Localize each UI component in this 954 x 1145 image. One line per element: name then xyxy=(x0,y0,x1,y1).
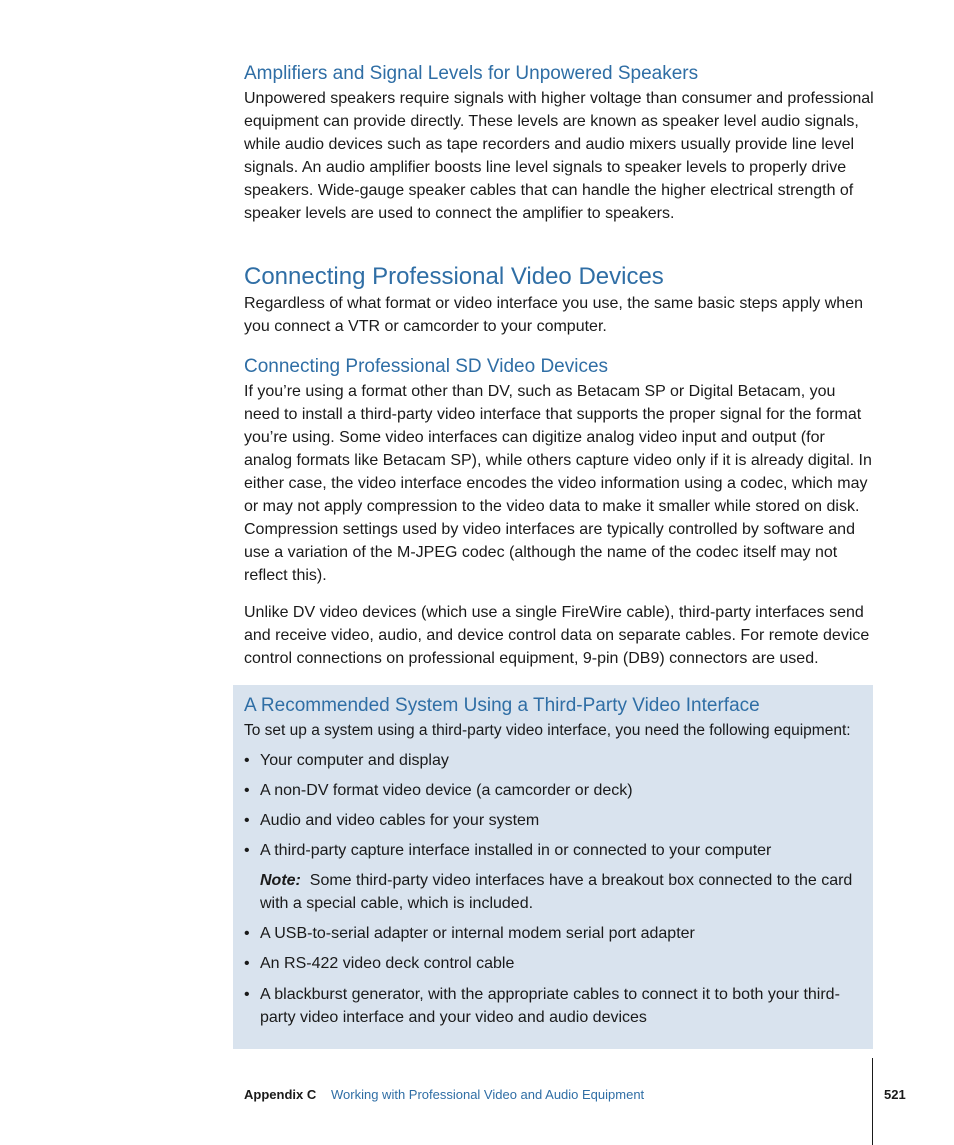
note-label: Note: xyxy=(260,872,301,889)
list-item: • An RS-422 video deck control cable xyxy=(244,952,864,975)
page-number: 521 xyxy=(884,1087,906,1102)
footer-chapter-title: Working with Professional Video and Audio Equipment xyxy=(331,1087,645,1102)
page-title-connecting-video: Connecting Professional Video Devices xyxy=(244,263,664,290)
paragraph-amplifiers: Unpowered speakers require signals with higher voltage than consumer and professional equipment can provide directly. These levels are known as speaker level audio signals, while audio devices such as tape recorders and audio mixers usually provide line level signals. An audio amplifier boosts line level signals to speaker levels to properly drive speakers. Wide-gauge speaker cables that can handle the higher electrical strength of speaker levels are used to connect the amplifier to speakers. xyxy=(244,90,874,222)
section-heading-sd-video: Connecting Professional SD Video Devices xyxy=(244,356,609,377)
list-item: • A non-DV format video device (a camcorder or deck) xyxy=(244,779,864,802)
list-item: • A blackburst generator, with the appropriate cables to connect it to both your third-party video interface and your video and audio devices xyxy=(244,983,864,1029)
list-item: • Audio and video cables for your system xyxy=(244,809,864,832)
note xyxy=(260,869,865,915)
footer-appendix: Appendix C xyxy=(244,1087,317,1102)
paragraph-sd-video-1: If you’re using a format other than DV, such as Betacam SP or Digital Betacam, you need to install a third-party video interface that supports the proper signal for the format you’re using. Some video interfaces can digitize analog video input and output (for analog formats like Betacam SP), while others capture video only if it is already digital. In either case, the video interface encodes the video information using a codec, which may or may not apply compression to the video data to make it smaller while stored on disk. Compression settings used by video interfaces are typically controlled by software and use a variation of the M-JPEG codec (although the name of the codec itself may not reflect this). xyxy=(244,383,872,584)
bullet-icon: • xyxy=(244,955,250,972)
bullet-icon: • xyxy=(244,812,250,829)
list-item: • A USB-to-serial adapter or internal modem serial port adapter xyxy=(244,922,864,945)
callout-heading: A Recommended System Using a Third-Party Video Interface xyxy=(244,695,760,716)
bullet-icon: • xyxy=(244,782,250,799)
note-text: Some third-party video interfaces have a breakout box connected to the card with a special cable, which is included. xyxy=(260,872,853,912)
footer-divider xyxy=(872,1058,873,1145)
bullet-icon: • xyxy=(244,986,250,1003)
list-item: • A third-party capture interface installed in or connected to your computer xyxy=(244,839,864,862)
bullet-icon: • xyxy=(244,842,250,859)
callout-intro: To set up a system using a third-party video interface, you need the following equipment: xyxy=(244,722,851,739)
list-item: • Your computer and display xyxy=(244,749,864,772)
bullet-icon: • xyxy=(244,925,250,942)
paragraph-sd-video-2: Unlike DV video devices (which use a single FireWire cable), third-party interfaces send and receive video, audio, and device control data on separate cables. For remote device control connections on professional equipment, 9-pin (DB9) connectors are used. xyxy=(244,604,870,667)
paragraph-connecting-video: Regardless of what format or video interface you use, the same basic steps apply when you connect a VTR or camcorder to your computer. xyxy=(244,295,863,335)
bullet-icon: • xyxy=(244,752,250,769)
section-heading-amplifiers: Amplifiers and Signal Levels for Unpowered Speakers xyxy=(244,63,699,84)
